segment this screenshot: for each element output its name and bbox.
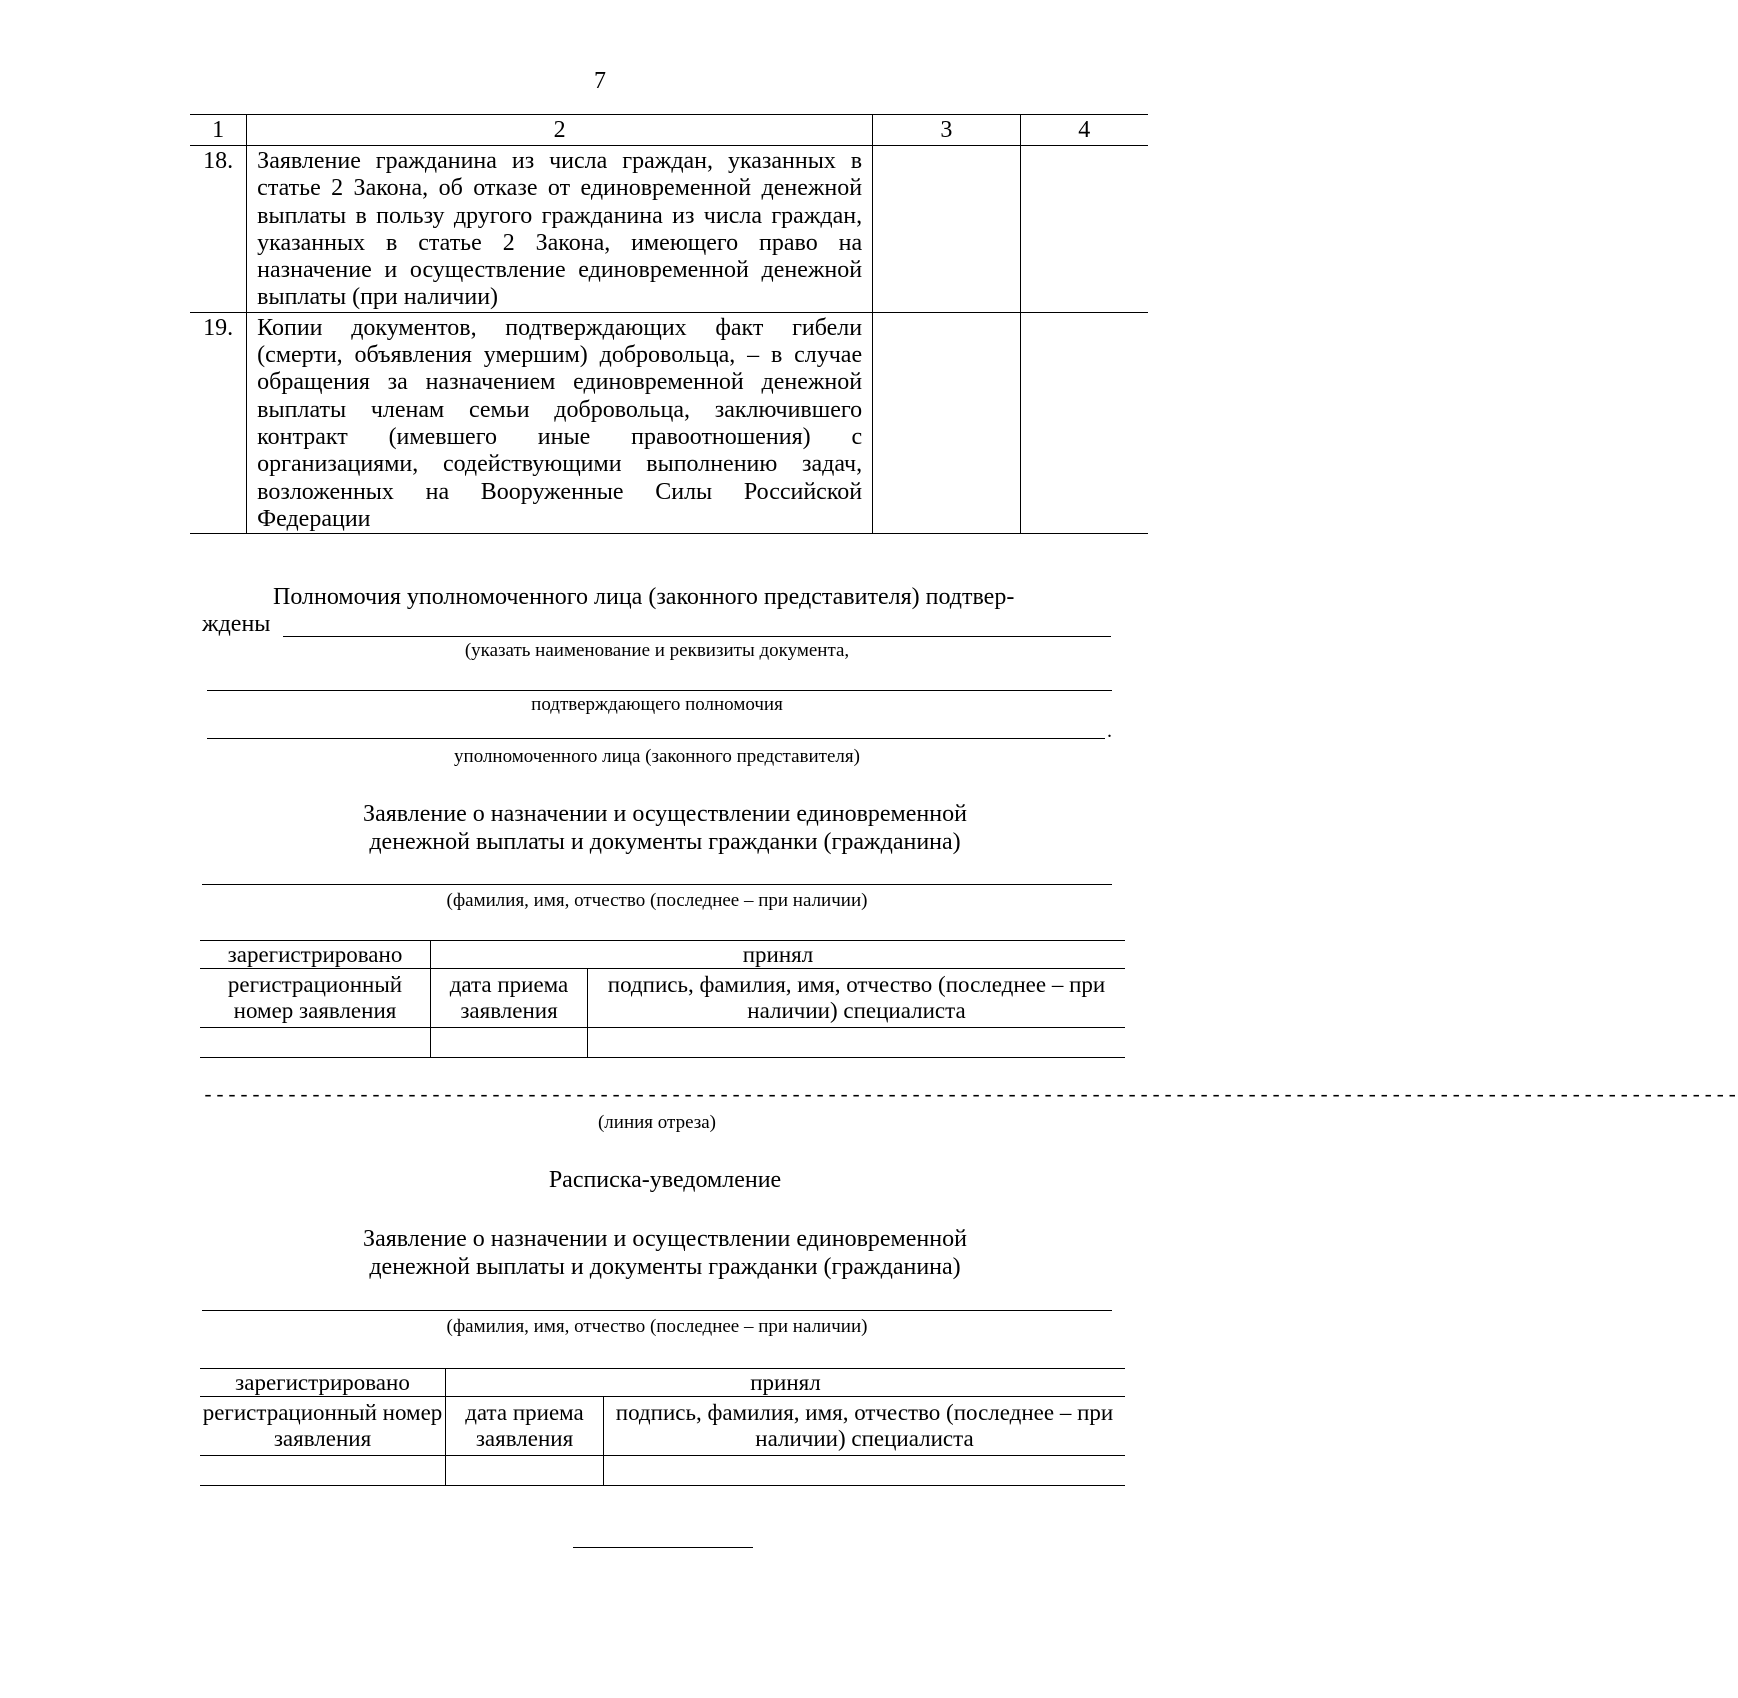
- receipt-applicant-name-caption: (фамилия, имя, отчество (последнее – при наличии): [446, 1316, 868, 1337]
- date-cell[interactable]: [446, 1456, 604, 1486]
- date-header: дата приема заявления: [431, 969, 588, 1028]
- applicant-name-caption: (фамилия, имя, отчество (последнее – при наличии): [446, 890, 868, 911]
- reg-number-header: регистрационный номер заявления: [200, 969, 431, 1028]
- documents-table: [190, 114, 1148, 534]
- table-cell: [1020, 312, 1148, 533]
- reg-number-cell[interactable]: [200, 1028, 431, 1058]
- column-header: 2: [247, 115, 873, 146]
- column-header: 3: [873, 115, 1020, 146]
- signature-header: подпись, фамилия, имя, отчество (последнее – при наличии) специалиста: [604, 1397, 1126, 1456]
- cut-line: --------------------------------------------------------------------------------------------------------------------------------: [202, 1085, 1738, 1108]
- registered-header: зарегистрировано: [200, 1369, 446, 1397]
- row-number: 18.: [190, 146, 247, 313]
- receipt-title-line2: денежной выплаты и документы гражданки (гражданина): [369, 1254, 961, 1280]
- applicant-name-line[interactable]: [202, 884, 1112, 885]
- signature-cell[interactable]: [588, 1028, 1126, 1058]
- signature-cell[interactable]: [604, 1456, 1126, 1486]
- row-text: Копии документов, подтверждающих факт гибели (смерти, объявления умершим) добровольца, – в случае обращения за назначением единовременной денежной выплаты членам семьи добровольца, заключившего контракт (имевшего иные правоотношения) с организациями, содействующими выполнению задач, возложенных на Вооруженные Силы Российской Федерации: [257, 314, 863, 532]
- end-separator-line: [573, 1547, 753, 1548]
- reg-number-cell[interactable]: [200, 1456, 446, 1486]
- row-number: 19.: [190, 312, 247, 533]
- table-cell: [1020, 146, 1148, 313]
- row-text: Заявление гражданина из числа граждан, указанных в статье 2 Закона, об отказе от единовременной денежной выплаты в пользу другого гражданина из числа граждан, указанных в статье 2 Закона, имеющего право на назначение и осуществление единовременной денежной выплаты (при наличии): [257, 148, 863, 311]
- registration-table: [200, 940, 1125, 1058]
- reg-number-header: регистрационный номер заявления: [200, 1397, 446, 1456]
- section-title-line2: денежной выплаты и документы гражданки (гражданина): [369, 829, 961, 855]
- receipt-registration-table: [200, 1368, 1125, 1486]
- column-header: 4: [1020, 115, 1148, 146]
- receipt-title-line1: Заявление о назначении и осуществлении единовременной: [363, 1226, 967, 1252]
- authority-document-line[interactable]: [283, 636, 1111, 637]
- table-row: [190, 312, 1148, 533]
- accepted-header: принял: [446, 1369, 1126, 1397]
- authority-caption-2: подтверждающего полномочия: [531, 694, 783, 715]
- date-header: дата приема заявления: [446, 1397, 604, 1456]
- cut-line-label: (линия отреза): [597, 1112, 717, 1133]
- registered-header: зарегистрировано: [200, 941, 431, 969]
- section-title-line1: Заявление о назначении и осуществлении единовременной: [363, 801, 967, 827]
- table-cell: [873, 312, 1020, 533]
- authority-document-line-2[interactable]: [207, 690, 1112, 691]
- table-cell: [873, 146, 1020, 313]
- receipt-applicant-name-line[interactable]: [202, 1310, 1112, 1311]
- column-header: 1: [190, 115, 247, 146]
- table-header-row: [190, 115, 1148, 146]
- end-dot: .: [1107, 720, 1112, 742]
- table-row: [190, 146, 1148, 313]
- receipt-heading: Расписка-уведомление: [548, 1167, 782, 1193]
- accepted-header: принял: [431, 941, 1126, 969]
- row-text-cell: [247, 312, 873, 533]
- signature-header: подпись, фамилия, имя, отчество (последнее – при наличии) специалиста: [588, 969, 1126, 1028]
- authority-caption-3: уполномоченного лица (законного представителя): [454, 746, 860, 767]
- row-text-cell: [247, 146, 873, 313]
- page-number: 7: [594, 68, 606, 94]
- authority-caption: (указать наименование и реквизиты документа,: [464, 640, 850, 661]
- authority-document-line-3[interactable]: [207, 738, 1105, 739]
- authority-text-continued: ждены: [202, 611, 271, 637]
- authority-text: Полномочия уполномоченного лица (законного представителя) подтвер-: [273, 584, 1015, 610]
- date-cell[interactable]: [431, 1028, 588, 1058]
